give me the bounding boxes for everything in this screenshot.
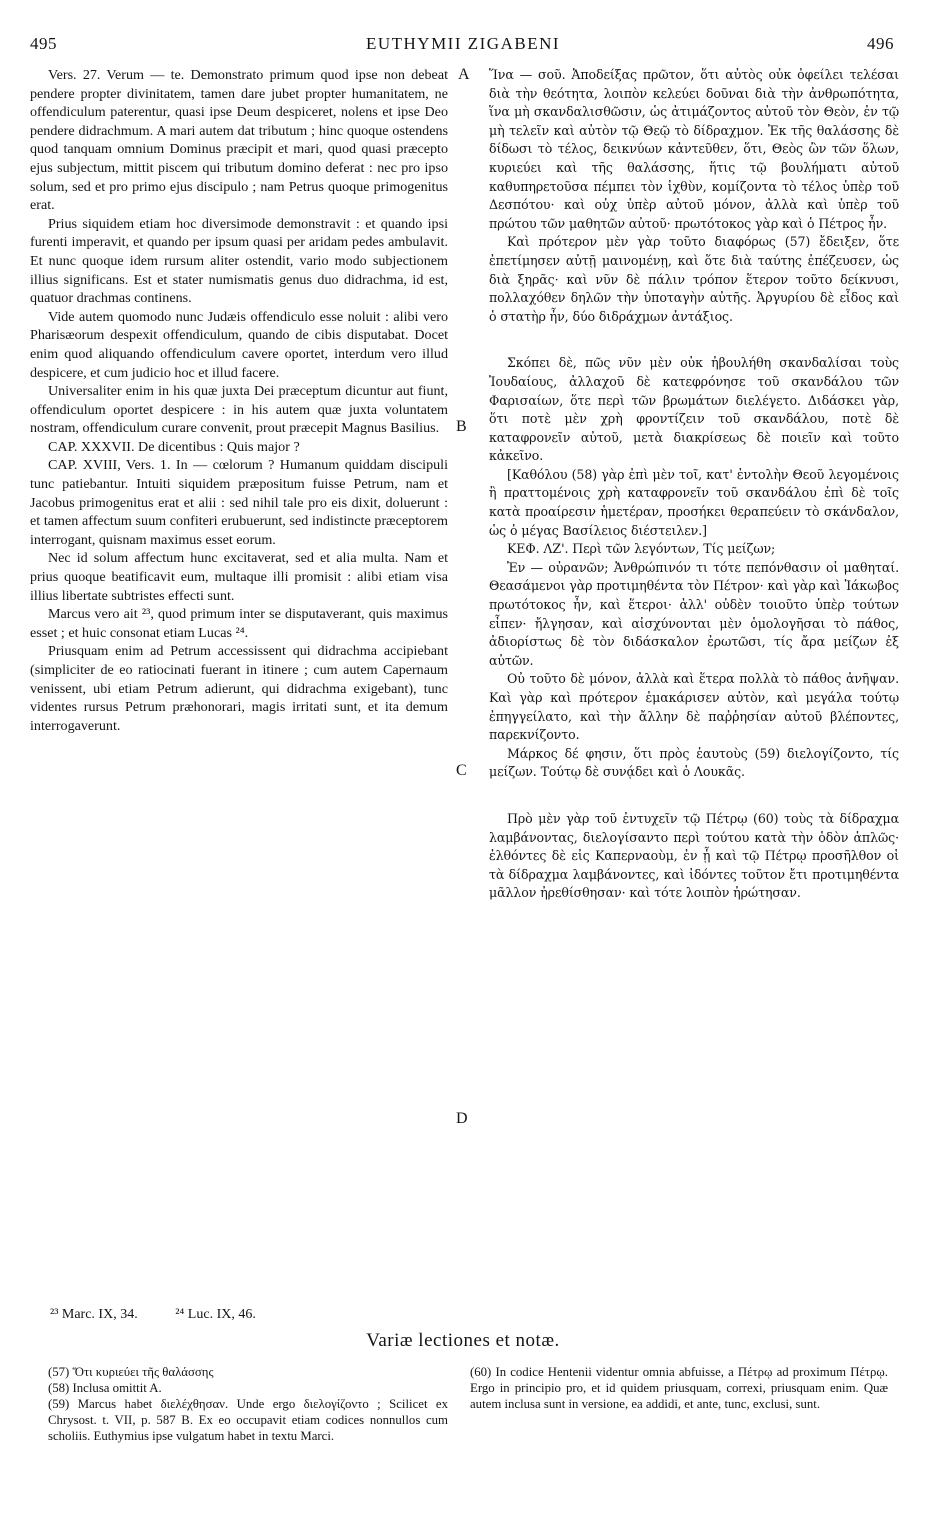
greek-chapter-heading: ΚΕΦ. ΛΖ'. Περὶ τῶν λεγόντων, Τίς μείζων; — [507, 541, 776, 557]
note-58: (58) Inclusa omittit A. — [48, 1381, 162, 1395]
section-marker-d: D — [456, 1110, 468, 1127]
greek-paragraph: Οὐ τοῦτο δὲ μόνον, ἀλλὰ καὶ ἕτερα πολλὰ τὸ πάθος ἀνῆψαν. Καὶ γὰρ καὶ πρότερον ἐμακάρισεν αὐτὸν, καὶ μεγάλα τούτῳ ἐπηγγείλατο, καὶ τὴν ἄλλην δὲ παῤῥησίαν αὐτοῦ βλέποντες, παρεκνίζοντο. — [489, 671, 899, 743]
right-page-number: 496 — [867, 34, 894, 53]
section-marker-b: B — [456, 418, 467, 435]
greek-paragraph: Μάρκος δέ φησιν, ὅτι πρὸς ἑαυτοὺς (59) διελογίζοντο, τίς μείζων. Τούτῳ δὲ συνᾴδει καὶ ὁ Λουκᾶς. — [489, 745, 899, 780]
greek-paragraph: Ἐν — οὐρανῶν; Ἀνθρώπινόν τι τότε πεπόνθασιν οἱ μαθηταί. Θεασάμενοι γὰρ προτιμηθέντα τὸν Πέτρον· καὶ γὰρ καὶ Ἰάκωβος πρωτότοκος ἦν, καὶ ἕτεροι· ἀλλ' οὐδὲν τοιοῦτο ὑπὲρ τούτων εἶπεν· ἤλγησαν, καὶ αἰσχύνονται μὲν ὁμολογῆσαι τὸ πάθος, ἀδιορίστως δὲ τὸν διδάσκαλον ἐρωτῶσι, τίς ἄρα μείζων ἐξ αὐτῶν. — [489, 559, 899, 668]
greek-paragraph: Σκόπει δὲ, πῶς νῦν μὲν οὐκ ἠβουλήθη σκανδαλίσαι τοὺς Ἰουδαίους, ἀλλαχοῦ δὲ κατεφρόνησε τοῦ σκανδάλου τῶν Φαρισαίων, ὅτε περὶ τῶν βρωμάτων διελέγετο. Διδάσκει γὰρ, ὅτι ποτὲ μὲν χρὴ φροντίζειν τοῦ σκανδάλου, ποτὲ δὲ καταφρονεῖν αὐτοῦ, μετὰ διακρίσεως δὲ ποιεῖν καὶ τοῦτο κἀκεῖνο. — [489, 355, 899, 464]
latin-chapter-heading: CAP. XXXVII. De dicentibus : Quis major ? — [48, 438, 300, 455]
latin-paragraph: Universaliter enim in his quæ juxta Dei præceptum dicuntur aut fiunt, offendiculum oportet despicere : in his autem quæ juxta voluntatem nostram, offendiculum curare convenit, prout præcepit Magnus Basilius. — [30, 383, 448, 437]
running-title: EUTHYMII ZIGABENI — [365, 34, 561, 53]
latin-paragraph: Priusquam enim ad Petrum accessissent qui didrachma accipiebant (simpliciter de eo ratiocinati fuerant in itinere ; cum autem Capernaum venissent, ubi etiam Petrum adierunt, qui didrachma exigebant), tunc videntes rursus Petrum præhonorari, magis irritati sunt, et ita demum interrogaverunt. — [30, 643, 448, 734]
footnote-24: ²⁴ Luc. IX, 46. — [175, 1307, 256, 1322]
notes-left-column — [48, 1364, 448, 1444]
greek-paragraph: Ἵνα — σοῦ. Ἀποδείξας πρῶτον, ὅτι αὐτὸς οὐκ ὀφείλει τελέσαι διὰ τὴν θεότητα, λοιπὸν κελεύει δοῦναι διὰ τὴν ἀνθρωπότητα, ἵνα μὴ σκανδαλισθῶσιν, ὡς ἀτιμάζοντος αὐτοῦ τὸν Θεὸν, ἐν τῷ μὴ τελεῖν καὶ αὐτὸν τῷ Θεῷ τὸ δίδραχμον. Ἐκ τῆς θαλάσσης δὲ δίδωσι τὸ τέλος, δεικνύων κἀντεῦθεν, ὅτι, Θεὸς ὢν τῶν ὅλων, κυριεύει καὶ τῆς θαλάσσης, ἥτις τῷ βουλήματι αὐτοῦ καθυπηρετοῦσα πέμπει τὸν ἰχθὺν, κομίζοντα τὸ τέλος ὑπὲρ τοῦ Δεσπότου· καὶ οὐχ ὑπὲρ αὐτοῦ μόνον, ἀλλὰ καὶ ὑπὲρ τοῦ πρώτου τῶν μαθητῶν αὐτοῦ· πρωτότοκος γὰρ καὶ ὁ Πέτρος ἦν. — [489, 67, 899, 231]
left-page-number: 495 — [30, 34, 57, 53]
note-59: (59) Marcus habet διελέχθησαν. Unde ergo διελογίζοντο ; Scilicet ex Chrysost. t. VII, p. 587 B. Ex eo occupavit etiam codices nonnullos cum scholiis. Euthymius ipse vulgatum habet in textu Marci. — [48, 1397, 448, 1443]
notes-title: Variæ lectiones et notæ. — [366, 1330, 560, 1351]
notes-right-column — [470, 1364, 888, 1412]
latin-paragraph: Prius siquidem etiam hoc diversimode demonstravit : et quando ipsi furenti imperavit, et quando per ipsum quasi per aridam pedes ambulavit. Et nunc quoque idem rursum aliter ostendit, vario modo subjectionem illius significans. Est et stater numismatis genus duo didrachma, id est, quatuor drachmas continens. — [30, 215, 448, 307]
latin-paragraph: Vers. 27. Verum — te. Demonstrato primum quod ipse non debeat pendere propter divinitatem, tamen dare jubet propter humanitatem, ne offendiculum paterentur, quasi ipse Deum despiceret, nolens et ipse Deo pendere didrachmum. A mari autem dat tributum ; hinc quoque ostendens quod tanquam omnium Dominus præcipit et mari, quod quasi præcepto ejus subjectum, mittit piscem qui tributum domino deferat : nec pro ipso solum, sed et pro primo ejus discipulo ; nam Petrus quoque primogenitus erat. — [30, 67, 448, 214]
latin-column — [30, 66, 448, 735]
section-marker-c: C — [456, 762, 467, 779]
note-60: (60) In codice Hentenii videntur omnia abfuisse, a Πέτρῳ ad proximum Πέτρῳ. Ergo in principio pro, et id quidem priusquam, correxi, priusquam enim. Quæ autem inclusa sunt in versione, ea addidi, et ante, tunc, exclusi, sunt. — [470, 1365, 888, 1411]
latin-paragraph: Vide autem quomodo nunc Judæis offendiculo esse noluit : alibi vero Pharisæorum despexit offendiculum, quando de cibis disputabat. Docet enim quod aliquando offendiculum cavere oportet, interdum vero illud despicere, et cum judicio hoc et illud facere. — [30, 308, 448, 381]
greek-paragraph: Πρὸ μὲν γὰρ τοῦ ἐντυχεῖν τῷ Πέτρῳ (60) τοὺς τὰ δίδραχμα λαμβάνοντας, διελογίσαντο περὶ τούτου κατὰ τὴν ὁδὸν ἁπλῶς· ἐλθόντες δὲ εἰς Καπερναοὺμ, ἐν ᾗ καὶ τῷ Πέτρῳ προσῆλθον οἱ τὰ δίδραχμα λαμβάνοντες, καὶ ἰδόντες τοῦτον ἔτι προτιμηθέντα μᾶλλον ἠρεθίσθησαν· καὶ τότε λοιπὸν ἠρώτησαν. — [489, 810, 899, 901]
greek-paragraph: Καὶ πρότερον μὲν γὰρ τοῦτο διαφόρως (57) ἔδειξεν, ὅτε ἐπετίμησεν αὐτῇ μαινομένῃ, καὶ ὅτε διὰ ταύτης ἐπέζευσεν, ὡς διὰ ξηρᾶς· καὶ νῦν δὲ πάλιν τρόπον ἕτερον τοῦτο δείκνυσι, πολλαχόθεν δηλῶν τὴν ὑποταγὴν αὐτῆς. Ἀργυρίου δὲ εἶδος καὶ ὁ στατὴρ ἦν, δύο διδράχμων ἀντάξιος. — [489, 234, 899, 324]
greek-paragraph: [Καθόλου (58) γὰρ ἐπὶ μὲν τοῖ, κατ' ἐντολὴν Θεοῦ λεγομένοις ἢ πραττομένοις χρὴ καταφρονεῖν τοῦ σκανδάλου ἐπὶ δὲ τοῖς κατὰ προαίρεσιν ἡμετέραν, προσήκει θεραπεύειν τὸ σκάνδαλον, ὡς ὁ μέγας Βασίλειος διέστειλεν.] — [489, 466, 899, 538]
greek-column — [489, 66, 899, 903]
latin-paragraph: Marcus vero ait ²³, quod primum inter se disputaverant, quis maximus esset ; et huic consonat etiam Lucas ²⁴. — [30, 606, 448, 641]
note-57: (57) Ὅτι κυριεύει τῆς θαλάσσης — [48, 1365, 214, 1379]
section-marker-a: A — [458, 66, 470, 83]
latin-paragraph: Nec id solum affectum hunc excitaverat, sed et alia multa. Nam et prius quoque beatificavit eum, multaque illi promisit : alibi etiam visa illius libertate subtristes effecti sunt. — [30, 550, 448, 604]
latin-paragraph: CAP. XVIII, Vers. 1. In — cœlorum ? Humanum quiddam discipuli tunc patiebantur. Intuiti siquidem præpositum fuisse Petrum, nam et Jacobus primogenitus erat et alii : sed nihil tale pro eis dixit, doluerunt : et tamen affectum suum confiteri erubuerunt, sed indistincte præceptorem interrogant, quisnam maximus esset eorum. — [30, 457, 448, 548]
footnotes — [50, 1307, 290, 1323]
footnote-23: ²³ Marc. IX, 34. — [50, 1307, 138, 1322]
